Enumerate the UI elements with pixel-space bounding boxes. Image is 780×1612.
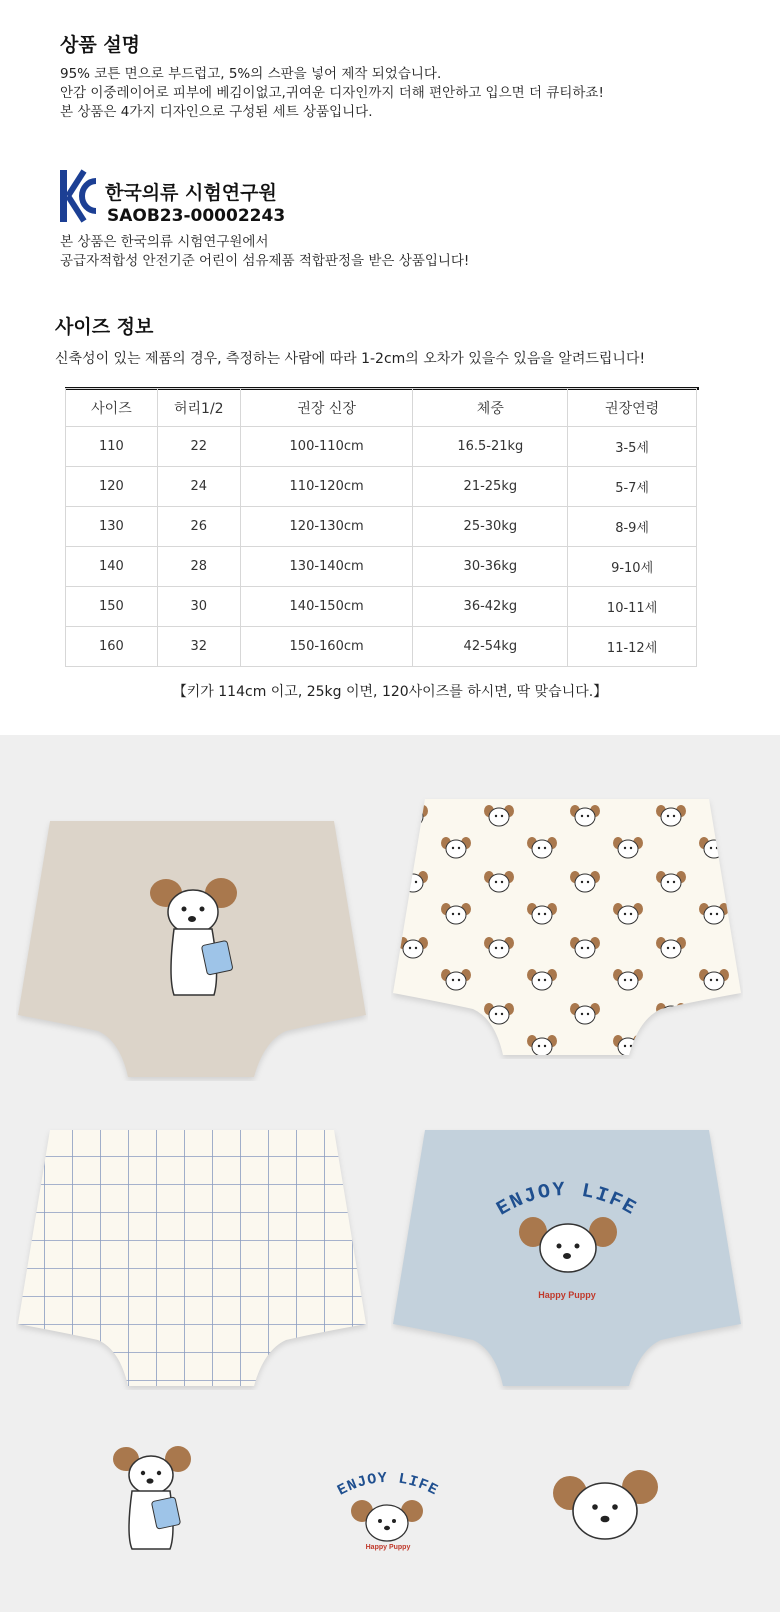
product-gallery (0, 735, 780, 1612)
description-title: 상품 설명 (60, 34, 141, 56)
table-cell: 11-12세 (568, 627, 697, 667)
description-line: 본 상품은 4가지 디자인으로 구성된 세트 상품입니다. (60, 104, 373, 120)
table-cell: 9-10세 (568, 547, 697, 587)
column-header: 권장 신장 (240, 389, 413, 427)
table-cell: 22 (157, 427, 240, 467)
table-row (66, 507, 697, 547)
table-cell: 25-30kg (413, 507, 568, 547)
table-cell: 120-130cm (240, 507, 413, 547)
table-cell: 10-11세 (568, 587, 697, 627)
table-cell: 36-42kg (413, 587, 568, 627)
product-grid-check-boxer (16, 1128, 368, 1390)
table-row (66, 467, 697, 507)
enjoy-life-text: ENJOY LIFE (334, 1469, 442, 1500)
table-cell: 110-120cm (240, 467, 413, 507)
table-cell: 130-140cm (240, 547, 413, 587)
table-cell: 3-5세 (568, 427, 697, 467)
table-row (66, 627, 697, 667)
product-cream-puppy-pattern-boxer (391, 797, 743, 1059)
happy-puppy-text: Happy Puppy (538, 1290, 596, 1300)
table-row (66, 427, 697, 467)
table-cell: 5-7세 (568, 467, 697, 507)
table-cell: 42-54kg (413, 627, 568, 667)
table-cell: 32 (157, 627, 240, 667)
product-blue-enjoy-life-boxer (391, 1128, 743, 1390)
table-cell: 30-36kg (413, 547, 568, 587)
column-header: 사이즈 (66, 389, 158, 427)
table-cell: 120 (66, 467, 158, 507)
size-recommendation-note: 【키가 114cm 이고, 25kg 이면, 120사이즈를 하시면, 딱 맞습니다.】 (172, 684, 608, 700)
enjoy-life-text: ENJOY LIFE (493, 1178, 641, 1222)
column-header: 체중 (413, 389, 568, 427)
table-cell: 140 (66, 547, 158, 587)
description-line: 95% 코튼 면으로 부드럽고, 5%의 스판을 넣어 제작 되었습니다. (60, 66, 442, 82)
table-row (66, 547, 697, 587)
product-beige-boxer (16, 819, 368, 1081)
size-info-title: 사이즈 정보 (55, 316, 154, 338)
table-cell: 110 (66, 427, 158, 467)
table-cell: 24 (157, 467, 240, 507)
table-cell: 160 (66, 627, 158, 667)
table-cell: 150 (66, 587, 158, 627)
certification-line: 본 상품은 한국의류 시험연구원에서 (60, 234, 269, 250)
certification-line: 공급자적합성 안전기준 어린이 섬유제품 적합판정을 받은 상품입니다! (60, 253, 470, 269)
table-cell: 26 (157, 507, 240, 547)
motif-puppy-with-pillow (108, 1443, 198, 1555)
table-cell: 16.5-21kg (413, 427, 568, 467)
size-info-subtitle: 신축성이 있는 제품의 경우, 측정하는 사람에 따라 1-2cm의 오차가 있을수 있음을 알려드립니다! (55, 351, 646, 367)
table-cell: 130 (66, 507, 158, 547)
motif-enjoy-life (328, 1457, 448, 1557)
table-cell: 8-9세 (568, 507, 697, 547)
table-cell: 21-25kg (413, 467, 568, 507)
table-cell: 140-150cm (240, 587, 413, 627)
kc-certification-logo (58, 167, 98, 225)
table-row (66, 587, 697, 627)
table-cell: 30 (157, 587, 240, 627)
kc-certificate-code: SAOB23-00002243 (107, 206, 286, 226)
kc-institute-name: 한국의류 시험연구원 (105, 182, 277, 204)
column-header: 권장연령 (568, 389, 697, 427)
size-table (65, 388, 697, 667)
happy-puppy-text: Happy Puppy (365, 1544, 411, 1551)
table-cell: 100-110cm (240, 427, 413, 467)
table-cell: 150-160cm (240, 627, 413, 667)
column-header: 허리1/2 (157, 389, 240, 427)
motif-puppy-face (550, 1467, 662, 1555)
table-header-row (66, 389, 697, 427)
description-line: 안감 이중레이어로 피부에 베김이없고,귀여운 디자인까지 더해 편안하고 입으면 더 큐티하죠! (60, 85, 604, 101)
table-cell: 28 (157, 547, 240, 587)
